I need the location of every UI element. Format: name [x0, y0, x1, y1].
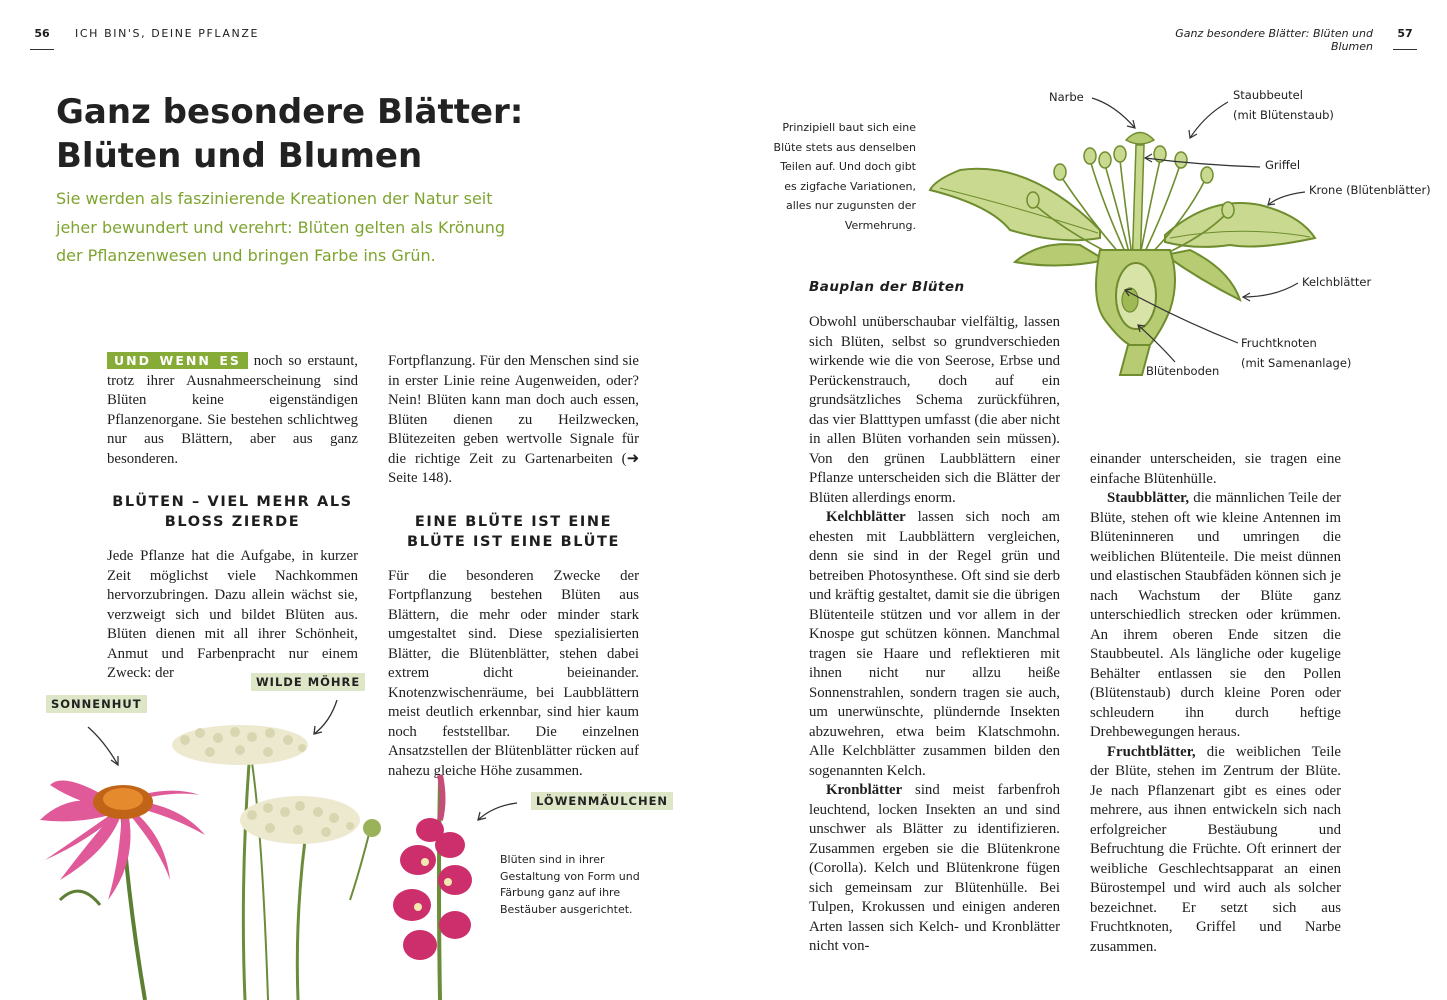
text-staubblaetter: die männlichen Teile der Blüte, stehen oft wie kleine Antennen im Blüteninneren und umringen die weiblichen Blütenteile. Die meist dünnen und elastischen Staubfäden können sich je nach Wachstum der Blüte ganz unterschiedlich strecken oder krümmen. An ihrem oberen Ende sitzen die Staubbeutel. Als längliche oder kugelige Behälter entlassen sie den Pollen (Blütenstaub) durch kleine Poren oder schleudern ihn durch heftige Drehbewegungen heraus. — [1090, 490, 1341, 740]
paragraph-fortpflanzung: Fortpflanzung. Für den Menschen sind sie in erster Linie reine Augenweiden, oder? Nein! Blüten kann man doch auch essen, Blüten dienen zu Heilzwecken, Blütezeiten geben wertvolle Signale für die richtige Zeit zu Gartenarbeiten (➜ Seite 148). — [388, 353, 639, 486]
term-kronblaetter: Kronblätter — [826, 782, 903, 798]
photo-caption: Blüten sind in ihrer Gestaltung von Form und Färbung ganz auf ihre Bestäuber ausgerichtet. — [500, 853, 640, 916]
paragraph-einander: einander unterscheiden, sie tragen eine einfache Blütenhülle. — [1090, 451, 1341, 487]
paragraph-aufgabe: Jede Pflanze hat die Aufgabe, in kurzer Zeit möglichst viele Nachkommen hervorzubringen. Dazu allein wächst sie, verzweigt sich und bildet Blüten aus. Blüten dienen mit all ihrer Schönheit, Anmut und Farbenpracht nur einem Zweck: der — [107, 548, 358, 681]
text-column-3 — [809, 313, 1060, 957]
intro-text: noch so erstaunt, trotz ihrer Ausnahmeerscheinung sind Blüten keine eigenständigen Pflanzenorgane. Sie bestehen schlichtweg nur aus Blättern, aber aus ganz besonderen. — [107, 353, 359, 467]
page-number-right: 57 — [1393, 27, 1417, 50]
label-fruchtknoten-line1: Fruchtknoten — [1241, 336, 1317, 350]
running-head-right: Ganz besondere Blätter: Blüten und Blumen — [1175, 27, 1373, 53]
section-heading-bauplan: Bauplan der Blüten — [809, 279, 965, 295]
label-narbe: Narbe — [1049, 90, 1084, 104]
diagram-caption: Prinzipiell baut sich eine Blüte stets aus denselben Teilen auf. Und doch gibt es zigfache Variationen, alles nur zugunsten der Vermehrung. — [773, 121, 916, 232]
title-line-1: Ganz besondere Blätter: — [56, 92, 524, 132]
text-kelchblaetter: lassen sich noch am ehesten mit Laubblättern vergleichen, denn sie sind in der Regel grün und betreiben Photosynthese. Oft sind sie derb und kräftig gestaltet, damit sie die übrigen Blütenteile stützen und vor allem in der Knospe gut schützen können. Manchmal tragen sie Haare und reflektieren mit ihnen nicht nur allzu heiße Sonnenstrahlen, sondern tragen sie auch, um unerwünschte, plündernde Insekten abzuwehren, etwa beim Klatschmohn. Alle Kelchblätter zusammen bilden den sogenannten Kelch. — [809, 509, 1060, 779]
paragraph-fruchtblaetter — [1090, 743, 1341, 958]
paragraph-kronblaetter — [809, 781, 1060, 957]
label-staubbeutel-line2: (mit Blütenstaub) — [1233, 108, 1334, 122]
page-number-left: 56 — [30, 27, 54, 50]
text-column-4 — [1090, 450, 1341, 957]
term-staubblaetter: Staubblätter, — [1107, 490, 1190, 506]
label-fruchtknoten-line2: (mit Samenanlage) — [1241, 356, 1352, 370]
label-griffel: Griffel — [1265, 158, 1301, 172]
label-krone: Krone (Blütenblätter) — [1309, 183, 1431, 197]
label-kelchblaetter: Kelchblätter — [1302, 275, 1372, 289]
paragraph-obwohl: Obwohl unüberschaubar vielfältig, lassen sich Blüten, selbst so grundverschieden wirkende wie die von Seerose, Erbse und Perückenstrauch, doch auf ein grundsätzliches Schema zurückführen, das vier Blatttypen umfasst (die aber nicht in allen Blüten vorhanden sein müssen). Von den grünen Laubblättern einer Pflanze unterscheiden sich die Blätter der Blüten allerdings enorm. — [809, 314, 1060, 506]
subheading-eine-bluete: EINE BLÜTE IST EINE BLÜTE IST EINE BLÜTE — [407, 513, 620, 550]
text-kronblaetter: sind meist farbenfroh leuchtend, locken Insekten an und sind unschwer als Blätter zu identifizieren. Zusammen ergeben sie die Blütenkrone (Corolla). Kelch und Blütenkrone fügen sich gemeinsam zur Blütenhülle. Bei Tulpen, Krokussen und einigen anderen Arten lassen sich Kelch- und Kronblätter nicht von- — [809, 782, 1060, 954]
kicker: UND WENN ES — [107, 352, 248, 369]
label-bluetenboden: Blütenboden — [1146, 364, 1220, 378]
running-head-left: ICH BIN'S, DEINE PFLANZE — [75, 27, 260, 40]
subheading-blueten: BLÜTEN – VIEL MEHR ALS BLOSS ZIERDE — [112, 494, 353, 530]
term-kelchblaetter: Kelchblätter — [826, 509, 906, 525]
paragraph-staubblaetter — [1090, 489, 1341, 743]
label-loewenmaeulchen: LÖWENMÄULCHEN — [531, 792, 673, 810]
paragraph-kelchblaetter — [809, 508, 1060, 781]
label-wilde-moehre: WILDE MÖHRE — [251, 673, 365, 691]
term-fruchtblaetter: Fruchtblätter, — [1107, 743, 1196, 760]
lead-paragraph: Sie werden als faszinierende Kreationen der Natur seit jeher bewundert und verehrt: Blüten gelten als Krönung der Pflanzenwesen und bringen Farbe ins Grün. — [56, 189, 506, 265]
text-fruchtblaetter: die weiblichen Teile der Blüte, stehen im Zentrum der Blüte. Je nach Pflanzenart gibt es eines oder mehrere, aus ihnen entwickeln sich nach erfolgreicher Bestäubung und Befruchtung die Früchte. Oft erinnert der weibliche Geschlechtsapparat an einen Bürostempel und wird auch als solcher bezeichnet. Er setzt sich aus Fruchtknoten, Griffel und Narbe zusammen. — [1090, 743, 1341, 955]
paragraph-zwecke: Für die besonderen Zwecke der Fortpflanzung bestehen Blüten aus Blättern, die mehr oder minder stark umgestaltet sind. Diese spezialisierten Blätter, die Blütenblätter, stehen dabei extrem dicht beieinander. Knotenzwischenräume, bei Laubblättern meist deutlich erkennbar, sind hier kaum noch feststellbar. Die einzelnen Ansatzstellen der Blütenblätter rücken auf nahezu gleiche Höhe zusammen. — [388, 567, 639, 779]
title-line-2: Blüten und Blumen — [56, 136, 423, 176]
label-sonnenhut: SONNENHUT — [46, 695, 147, 713]
label-staubbeutel-line1: Staubbeutel — [1233, 88, 1303, 102]
